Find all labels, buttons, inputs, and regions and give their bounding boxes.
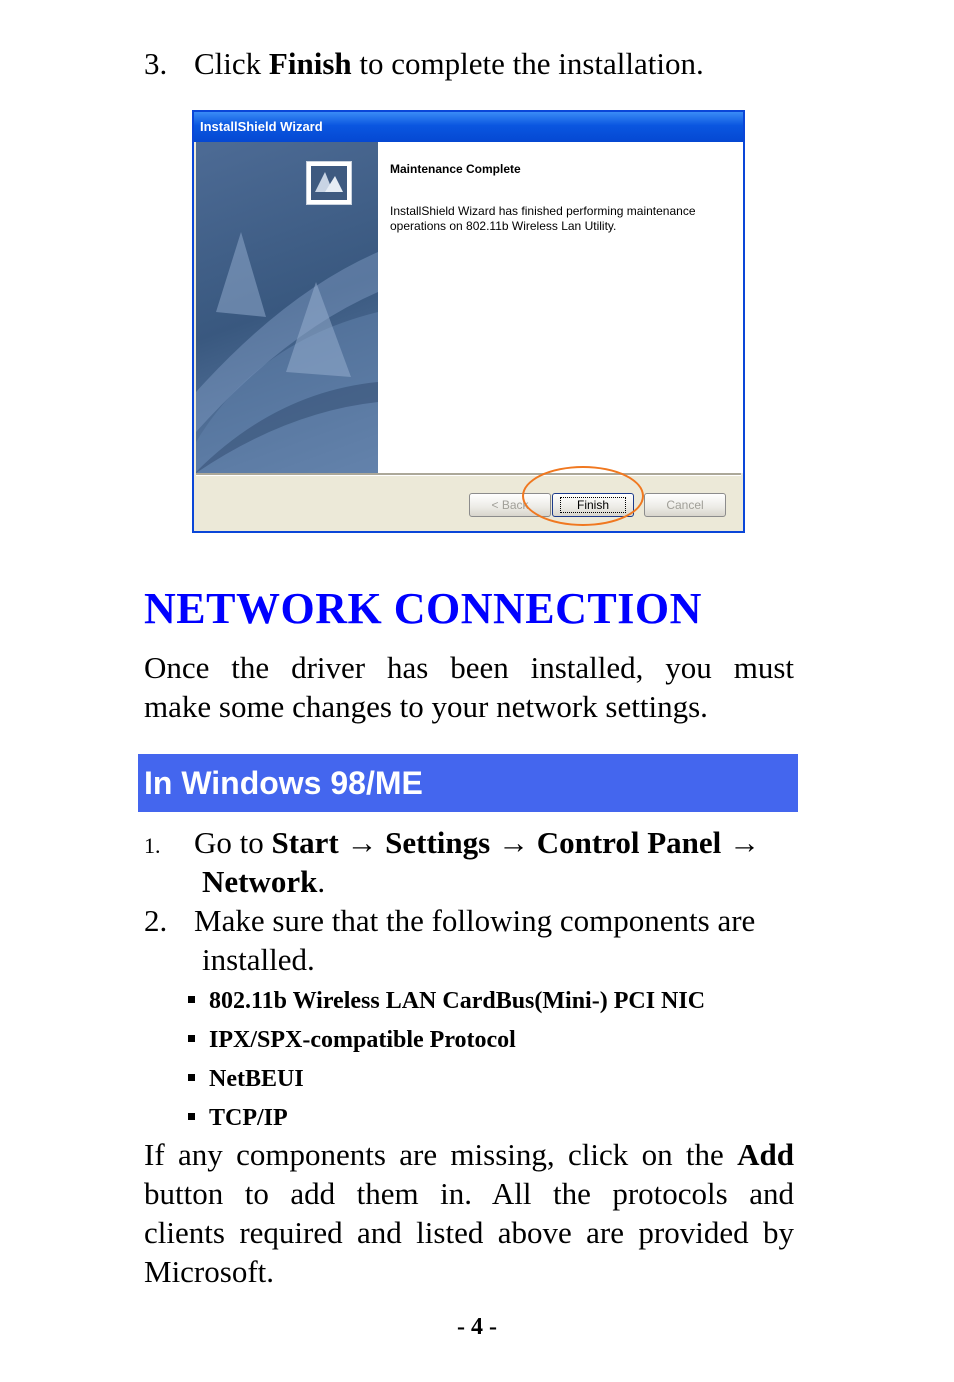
dialog-title-bar: InstallShield Wizard (194, 112, 743, 142)
step-2 (144, 902, 755, 940)
step-2-line-1: Make sure that the following components are (194, 903, 756, 938)
step-3-number: 3. (144, 46, 168, 81)
step-2-number: 2. (144, 903, 168, 938)
step-1-control-panel: Control Panel (536, 825, 722, 860)
step-3-text-pre: Click (194, 46, 269, 81)
bullet-square-icon (188, 1113, 195, 1120)
bullet-square-icon (188, 1074, 195, 1081)
arrow-right-icon: → (346, 825, 378, 860)
step-3-text-post: to complete the installation. (351, 46, 704, 81)
closing-line-1-text: If any components are missing, click on the (144, 1137, 724, 1172)
step-3-bold: Finish (268, 46, 352, 81)
subsection-title: In Windows 98/ME (144, 765, 423, 801)
closing-line-1 (144, 1136, 794, 1174)
finish-highlight-circle (522, 466, 644, 526)
closing-line-4: Microsoft. (144, 1254, 275, 1289)
list-item-label: NetBEUI (209, 1066, 304, 1092)
step-2-line-2: installed. (202, 942, 315, 977)
list-item-label: TCP/IP (209, 1105, 288, 1131)
dialog-message: InstallShield Wizard has finished performing maintenance operations on 802.11b Wireless Lan Utility. (390, 204, 696, 233)
list-item (188, 1103, 288, 1133)
arrow-right-icon: → (497, 825, 529, 860)
section-title: NETWORK CONNECTION (144, 584, 702, 633)
step-1-period: . (317, 864, 326, 899)
installshield-logo-icon (306, 161, 352, 205)
intro-line-2: make some changes to your network settings. (144, 689, 708, 724)
intro-line-1: Once the driver has been installed, you must (144, 650, 794, 685)
subsection-header (138, 754, 798, 812)
list-item (188, 986, 705, 1016)
step-1-text-pre: Go to (194, 825, 272, 860)
arrow-right-icon: → (729, 825, 761, 860)
dialog-content (378, 142, 743, 473)
page-number: - 4 - (457, 1314, 497, 1340)
list-item-label: IPX/SPX-compatible Protocol (209, 1027, 516, 1053)
step-1 (144, 824, 760, 865)
dialog-heading: Maintenance Complete (390, 162, 521, 176)
closing-add-bold: Add (737, 1137, 794, 1172)
bullet-square-icon (188, 1035, 195, 1042)
bullet-square-icon (188, 996, 195, 1003)
finish-button-label: Finish (560, 497, 626, 513)
back-button[interactable]: < Back (469, 493, 551, 517)
step-1-continued (202, 863, 325, 901)
closing-line-2: button to add them in. All the protocols and (144, 1176, 794, 1211)
list-item (188, 1025, 516, 1055)
closing-line-3: clients required and listed above are provided by (144, 1215, 794, 1250)
step-1-network: Network (202, 864, 318, 899)
list-item (188, 1064, 304, 1094)
list-item-label: 802.11b Wireless LAN CardBus(Mini-) PCI NIC (209, 988, 706, 1014)
dialog-side-graphic (196, 142, 378, 473)
step-3 (144, 45, 704, 83)
step-1-number: 1. (144, 833, 161, 858)
installshield-dialog (192, 110, 745, 533)
dialog-separator (196, 473, 741, 476)
step-1-settings: Settings (385, 825, 491, 860)
cancel-button[interactable]: Cancel (644, 493, 726, 517)
step-1-start: Start (271, 825, 339, 860)
